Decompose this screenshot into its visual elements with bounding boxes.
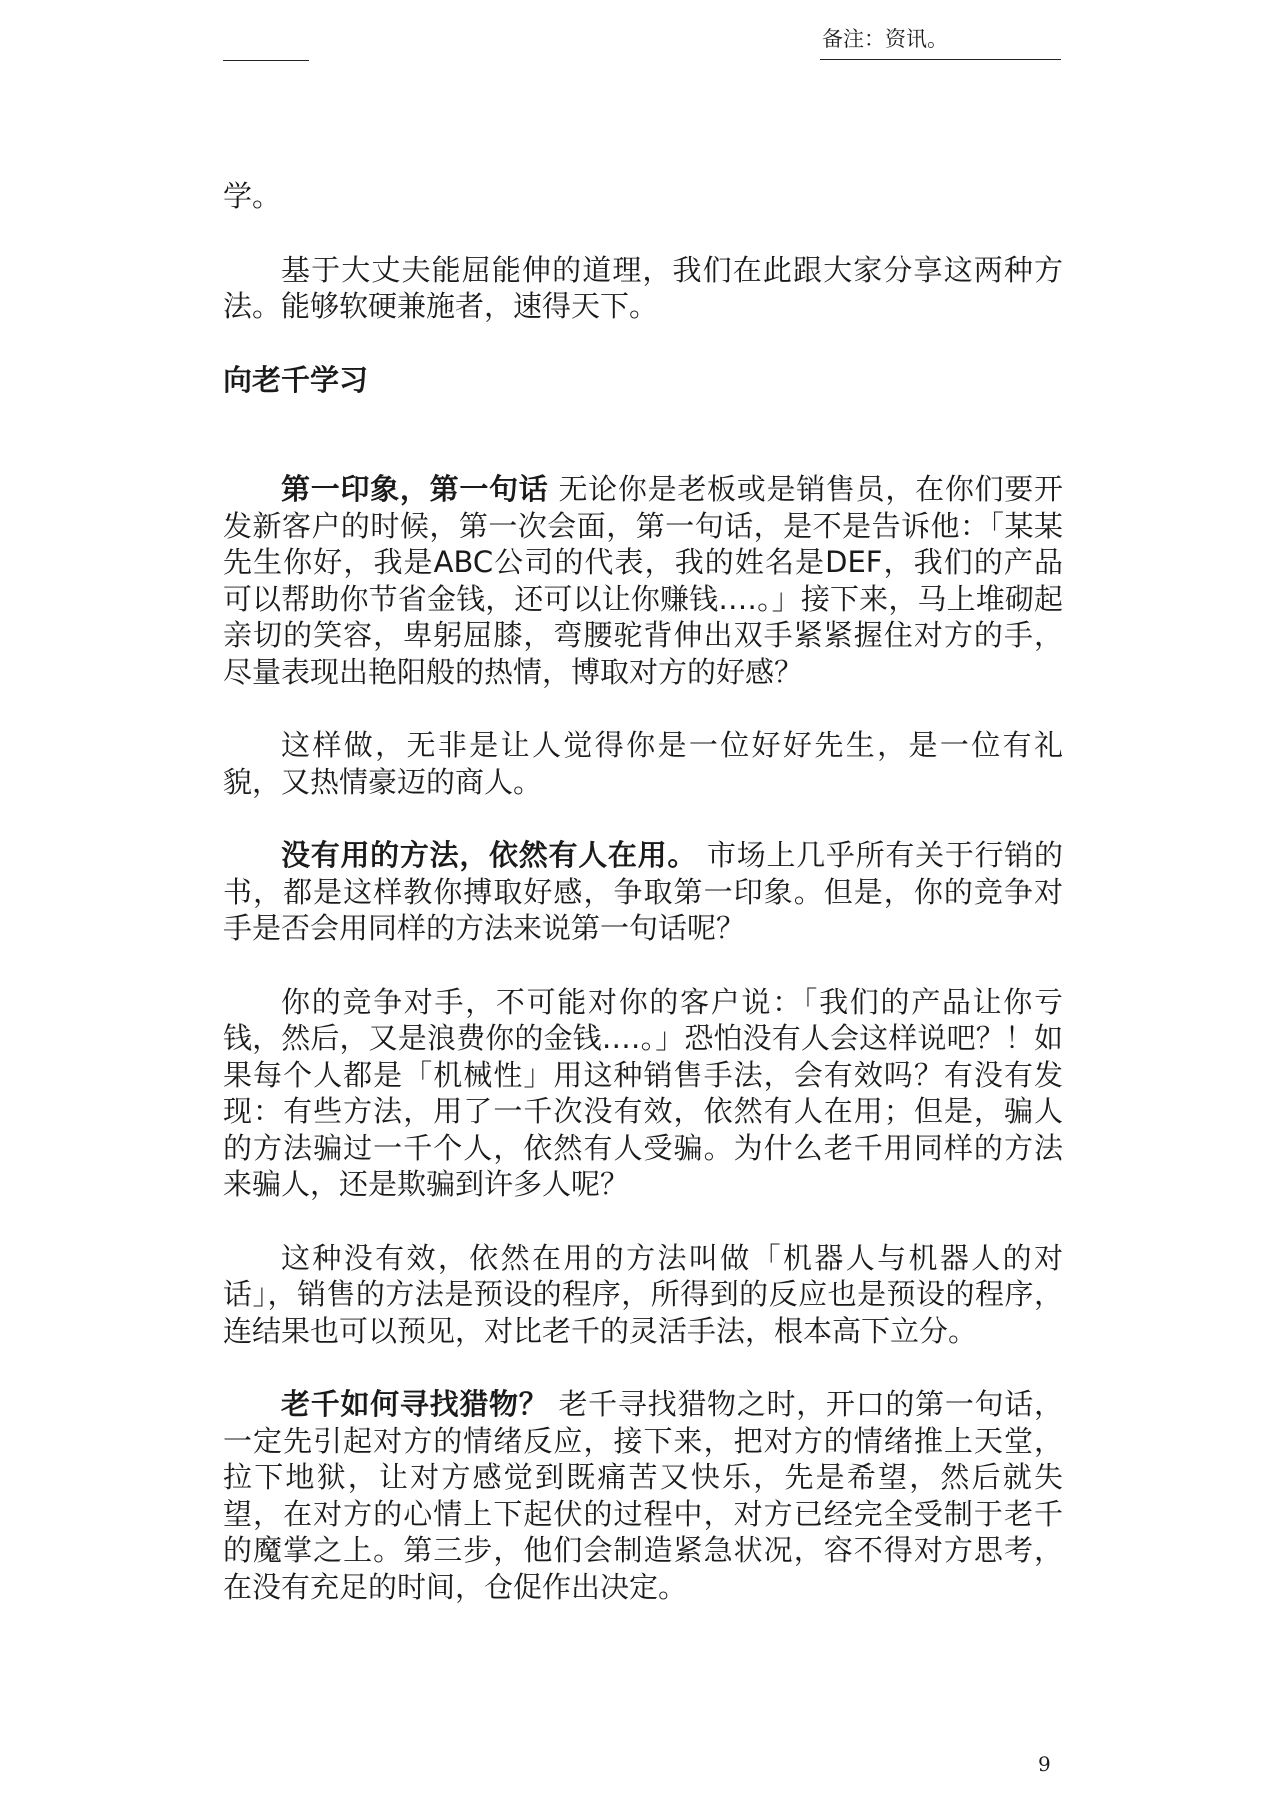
paragraph-text: 你的竞争对手，不可能对你的客户说：「我们的产品让你亏钱，然后，又是浪费你的金钱‥‥。」恐怕没有人会这样说吧？！如果每个人都是「机械性」用这种销售手法，会有效吗？有没有发现：有些方法，用了一千次没有效，依然有人在用；但是，骗人的方法骗过一千个人，依然有人受骗。为什么老千用同样的方法来骗人，还是欺骗到许多人呢？ [223, 984, 1063, 1201]
paragraph-text: 这种没有效，依然在用的方法叫做「机器人与机器人的对话」，销售的方法是预设的程序，所得到的反应也是预设的程序，连结果也可以预见，对比老千的灵活手法，根本高下立分。 [223, 1240, 1063, 1348]
paragraph-text: 无论你是老板或是销售员，在你们要开发新客户的时候，第一次会面，第一句话，是不是告诉他：「某某先生你好，我是ABC公司的代表，我的姓名是DEF，我们的产品可以帮助你节省金钱，还可以让你赚钱‥‥。」接下来，马上堆砌起亲切的笑容，卑躬屈膝，弯腰驼背伸出双手紧紧握住对方的手，尽量表现出艳阳般的热情，博取对方的好感？ [223, 472, 1063, 689]
body-paragraph [223, 984, 1063, 1203]
paragraph-lead: 第一印象，第一句话 [281, 472, 549, 506]
body-paragraph [223, 837, 1063, 947]
paragraph-lead: 没有用的方法，依然有人在用。 [281, 838, 698, 872]
section-heading: 向老千学习 [223, 362, 369, 397]
continued-paragraph: 学。 [223, 179, 282, 213]
intro-paragraph: 基于大丈夫能屈能伸的道理，我们在此跟大家分享这两种方法。能够软硬兼施者，速得天下。 [223, 252, 1063, 323]
header-note: 备注：资讯。 [820, 24, 1061, 60]
paragraph-text: 市场上几乎所有关于行销的书，都是这样教你搏取好感，争取第一印象。但是，你的竞争对手是否会用同样的方法来说第一句话呢？ [223, 838, 1063, 945]
page-body [223, 178, 1063, 1642]
paragraph-text: 老千寻找猎物之时，开口的第一句话，一定先引起对方的情绪反应，接下来，把对方的情绪推上天堂，拉下地狱，让对方感觉到既痛苦又快乐，先是希望，然后就失望，在对方的心情上下起伏的过程中，对方已经完全受制于老千的魔掌之上。第三步，他们会制造紧急状况，容不得对方思考，在没有充足的时间，仓促作出决定。 [223, 1387, 1063, 1604]
paragraph-lead: 老千如何寻找猎物？ [281, 1387, 549, 1421]
body-paragraph [223, 471, 1063, 690]
paragraph-text: 这样做，无非是让人觉得你是一位好好先生，是一位有礼貌，又热情豪迈的商人。 [223, 728, 1063, 799]
body-paragraph [223, 727, 1063, 800]
header-rule [223, 60, 309, 61]
body-paragraph [223, 1240, 1063, 1350]
body-paragraph [223, 1386, 1063, 1605]
page-number: 9 [1038, 1752, 1051, 1776]
